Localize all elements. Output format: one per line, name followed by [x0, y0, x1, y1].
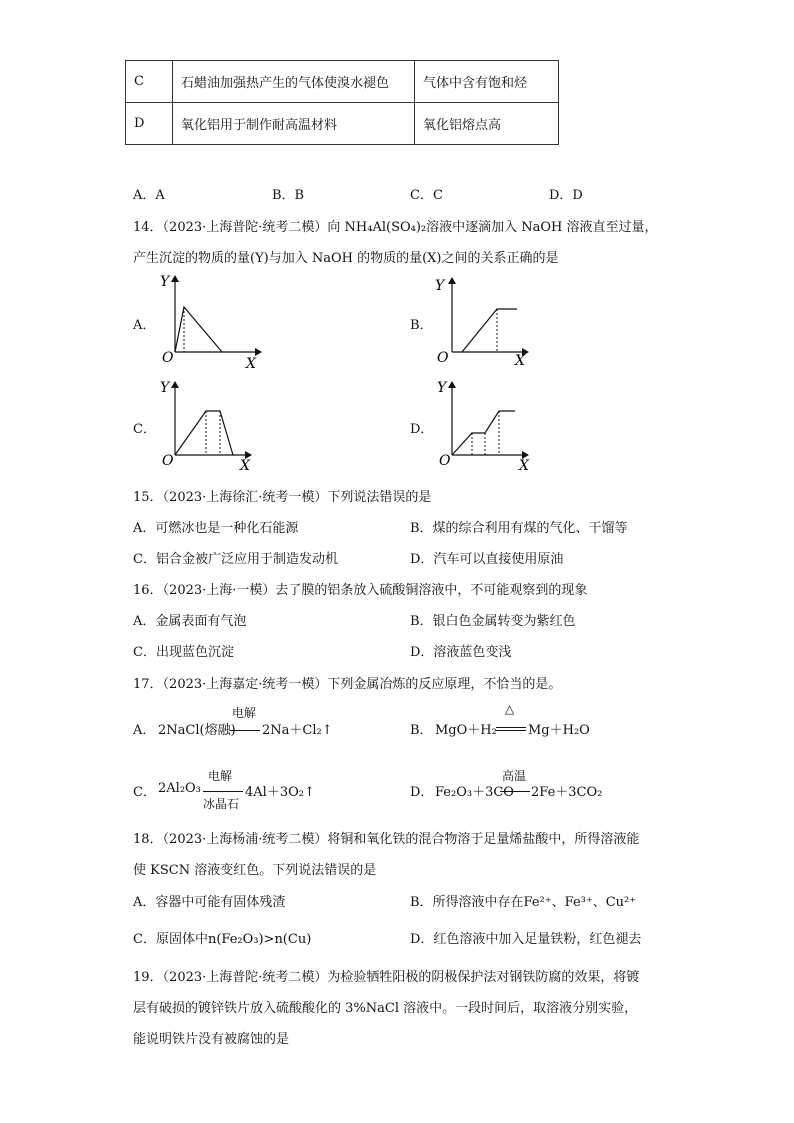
q17-c-condition-bottom: 冰晶石: [203, 797, 240, 811]
q14-stem-line2: 产生沉淀的物质的量(Y)与加入 NaOH 的物质的量(X)之间的关系正确的是: [133, 251, 559, 266]
row-letter: C: [126, 61, 173, 103]
y-label: Y: [435, 278, 445, 294]
q17-label-b: B．: [410, 723, 433, 738]
q14-label-a: A．: [133, 318, 156, 333]
curve: [452, 411, 515, 455]
x-label: X: [246, 356, 256, 372]
q13-choice-c: C．C: [410, 188, 443, 203]
q19-stem-line2: 层有破损的镀锌铁片放入硫酸酸化的 3%NaCl 溶液中。一段时间后，取溶液分别实验，: [133, 1001, 638, 1016]
row-letter: D: [126, 103, 173, 145]
q14-label-d: D．: [410, 422, 434, 437]
graph-a: [150, 272, 270, 372]
q17-d-products: 2Fe＋3CO₂: [531, 785, 603, 800]
x-label: X: [519, 458, 529, 474]
q15-choice-a: A．可燃冰也是一种化石能源: [133, 521, 299, 536]
q13-choice-d: D．D: [549, 188, 583, 203]
origin-label: O: [437, 350, 449, 366]
q17-c-arrow: [203, 791, 243, 792]
q14-label-c: C．: [133, 422, 156, 437]
q15-stem: 15．（2023·上海徐汇·统考一模）下列说法错误的是: [133, 490, 432, 505]
q19-stem-line3: 能说明铁片没有被腐蚀的是: [133, 1032, 290, 1047]
curve: [462, 309, 517, 352]
row-operation: 氧化铝用于制作耐高温材料: [173, 103, 415, 145]
graph-b: [427, 272, 547, 372]
option-table: [125, 60, 559, 145]
y-label: Y: [160, 274, 170, 290]
q17-b-arrow2: [496, 730, 526, 731]
curve: [175, 411, 233, 455]
q13-choice-a: A．A: [133, 188, 165, 203]
row-conclusion: 氧化铝熔点高: [415, 103, 559, 145]
y-axis-arrow: [448, 381, 456, 388]
q17-c-reactants: 2Al₂O₃: [158, 781, 201, 796]
y-label: Y: [437, 380, 447, 396]
origin-label: O: [162, 350, 174, 366]
x-label: X: [240, 458, 250, 474]
q16-choice-a: A．金属表面有气泡: [133, 614, 247, 629]
q17-d-condition: 高温: [502, 769, 527, 783]
q16-choice-d: D．溶液蓝色变浅: [410, 645, 512, 660]
q16-choice-b: B．银白色金属转变为紫红色: [410, 614, 576, 629]
q17-label-c: C．: [133, 785, 156, 800]
q14-stem-line1: 14．（2023·上海普陀·统考二模）向 NH₄Al(SO₄)₂溶液中逐滴加入 NaOH 溶液直至过量，: [133, 220, 658, 235]
q17-c-products: 4Al＋3O₂↑: [245, 785, 315, 800]
q14-label-b: B．: [410, 318, 433, 333]
q16-stem: 16．（2023·上海·一模）去了膜的铝条放入硫酸铜溶液中，不可能观察到的现象: [133, 583, 588, 598]
q18-stem-line1: 18．（2023·上海杨浦·统考二模）将铜和氧化铁的混合物溶于足量烯盐酸中，所得溶液能: [133, 832, 640, 847]
row-operation: 石蜡油加强热产生的气体使溴水褪色: [173, 61, 415, 103]
q18-choice-b: B．所得溶液中存在Fe²⁺、Fe³⁺、Cu²⁺: [410, 895, 637, 910]
q18-choice-d: D．红色溶液中加入足量铁粉，红色褪去: [410, 932, 642, 947]
graph-c: [150, 378, 270, 478]
q17-d-arrow: [500, 791, 530, 792]
table-row: [126, 103, 559, 145]
q18-choice-a: A．容器中可能有固体残渣: [133, 895, 286, 910]
y-axis-arrow: [171, 381, 179, 388]
origin-label: O: [162, 453, 174, 469]
x-label: X: [515, 353, 525, 369]
q17-b-arrow: [496, 727, 526, 728]
q17-a-arrow: [230, 730, 260, 731]
q17-b-condition: △: [505, 702, 515, 716]
q15-choice-c: C．铝合金被广泛应用于制造发动机: [133, 552, 338, 567]
q17-stem: 17．（2023·上海嘉定·统考一模）下列金属冶炼的反应原理，不恰当的是。: [133, 677, 562, 692]
origin-label: O: [439, 453, 451, 469]
row-conclusion: 气体中含有饱和烃: [415, 61, 559, 103]
q17-a-reactants: 2NaCl(熔融): [158, 723, 236, 738]
q17-b-products: Mg＋H₂O: [528, 723, 590, 738]
graph-d: [427, 378, 547, 478]
table-row: [126, 61, 559, 103]
q19-stem-line1: 19．（2023·上海普陀·统考二模）为检验牺牲阳极的阴极保护法对钢铁防腐的效果，将镀: [133, 970, 640, 985]
q17-c-condition-top: 电解: [208, 769, 233, 783]
q13-choice-b: B．B: [272, 188, 305, 203]
q17-a-condition: 电解: [232, 706, 257, 720]
q15-choice-b: B．煤的综合利用有煤的气化、干馏等: [410, 521, 628, 536]
q18-stem-line2: 使 KSCN 溶液变红色。下列说法错误的是: [133, 863, 377, 878]
curve: [175, 307, 222, 352]
y-label: Y: [160, 380, 170, 396]
y-axis-arrow: [448, 277, 456, 284]
q18-choice-c: C．原固体中n(Fe₂O₃)>n(Cu): [133, 932, 312, 947]
q17-a-products: 2Na＋Cl₂↑: [262, 723, 333, 738]
q17-label-a: A．: [133, 723, 156, 738]
q16-choice-c: C．出现蓝色沉淀: [133, 645, 234, 660]
x-axis-arrow: [255, 348, 262, 356]
q17-b-reactants: MgO＋H₂: [435, 723, 497, 738]
y-axis-arrow: [171, 275, 179, 282]
q17-label-d: D．: [410, 785, 434, 800]
q15-choice-d: D．汽车可以直接使用原油: [410, 552, 564, 567]
q17-d-reactants: Fe₂O₃＋3CO: [435, 785, 514, 800]
